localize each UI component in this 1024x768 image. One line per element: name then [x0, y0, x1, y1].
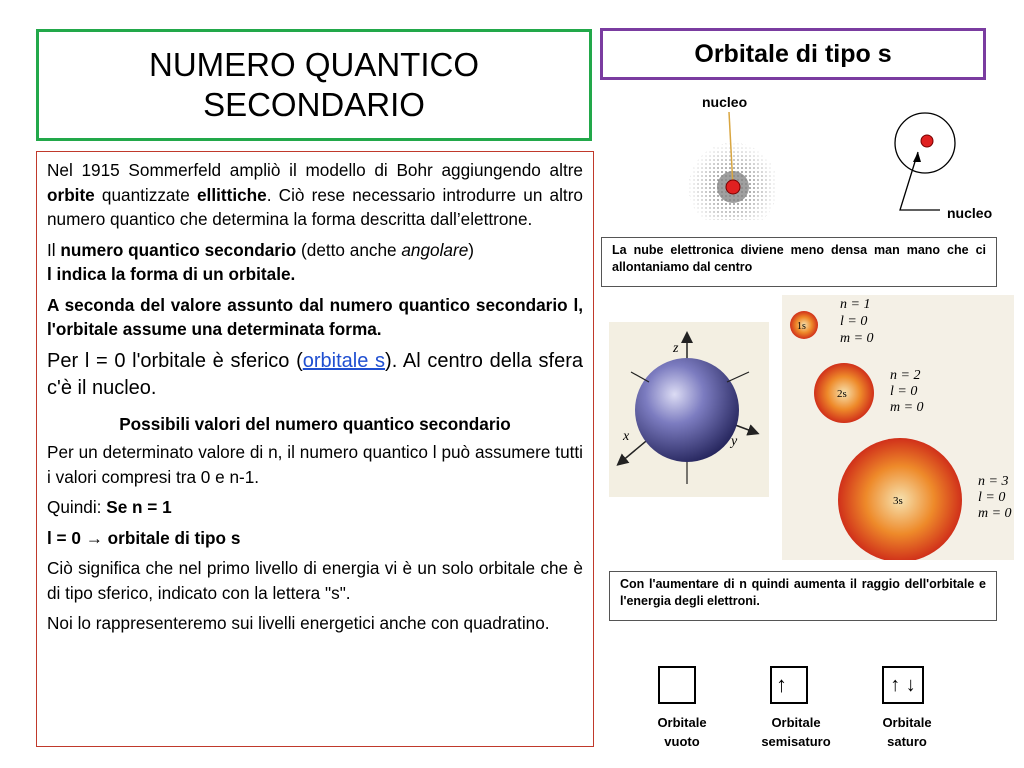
half-filled-orbital-label: Orbitale semisaturo — [761, 715, 831, 749]
nucleo-label-2: nucleo — [947, 205, 993, 221]
axis-x-label: x — [623, 429, 630, 444]
paragraph-definition: Il numero quantico secondario (detto anche angolare) l indica la forma di un orbitale. — [47, 239, 475, 284]
title-line-1: NUMERO QUANTICO — [149, 46, 479, 83]
orbital-3s-l: l = 0 — [978, 490, 1006, 505]
empty-orbital-label: Orbitale vuoto — [657, 715, 707, 749]
paragraph-intro: Nel 1915 Sommerfeld ampliò il modello di Bohr aggiungendo altre orbite quantizzate ellittiche. Ciò rese necessario introdurre un altro numero quantico che determina la forma descritta dall’elettrone. — [47, 160, 583, 229]
paragraph-values: Per un determinato valore di n, il numero quantico l può assumere tutti i valori compresi tra 0 e n-1. — [47, 442, 583, 487]
orbital-3s-n: n = 3 — [978, 474, 1009, 489]
nucleo-label-1: nucleo — [702, 94, 748, 110]
nucleus-icon — [921, 135, 933, 147]
caption-cloud: La nube elettronica diviene meno densa man mano che ci allontaniamo dal centro — [601, 237, 997, 287]
orbital-2s-n: n = 2 — [890, 368, 921, 383]
orbital-circle-figure — [880, 105, 960, 220]
orbital-3s-m: m = 0 — [978, 506, 1012, 521]
orbital-2s-label: 2s — [837, 388, 847, 400]
half-filled-orbital-box: ↑ — [770, 666, 808, 704]
orbitals-size-figure — [782, 295, 1014, 560]
orbital-3s-label: 3s — [893, 495, 903, 507]
section-heading: Possibili valori del numero quantico secondario — [119, 413, 511, 434]
orbital-2s-m: m = 0 — [890, 400, 924, 415]
orbital-1s-m: m = 0 — [840, 331, 874, 346]
caption-radius: Con l'aumentare di n quindi aumenta il raggio dell'orbitale e l'energia degli elettroni. — [609, 571, 997, 621]
main-text-box — [36, 151, 594, 747]
nucleus-icon — [726, 180, 740, 194]
paragraph-quindi: Quindi: Se n = 1 — [47, 497, 172, 517]
title-line-2: SECONDARIO — [203, 86, 425, 123]
orbital-1s-l: l = 0 — [840, 314, 868, 329]
axis-y-label: y — [731, 434, 738, 449]
orbital-1s-label: 1s — [797, 321, 806, 332]
sphere-axes-figure — [609, 322, 769, 497]
full-orbital-label: Orbitale saturo — [882, 715, 932, 749]
paragraph-l0: l = 0 → orbitale di tipo s — [47, 527, 241, 548]
paragraph-square: Noi lo rappresenteremo sui livelli energetici anche con quadratino. — [47, 613, 550, 633]
axis-z-label: z — [673, 341, 679, 356]
paragraph-shape: A seconda del valore assunto dal numero quantico secondario l, l'orbitale assume una determinata forma. — [47, 294, 583, 339]
orbital-2s-l: l = 0 — [890, 384, 918, 399]
page-title — [36, 29, 592, 141]
empty-orbital-box — [658, 666, 696, 704]
paragraph-meaning: Ciò significa che nel primo livello di energia vi è un solo orbitale che è di tipo sferico, indicato con la lettera "s". — [47, 558, 583, 603]
orbital-1s-n: n = 1 — [840, 297, 871, 312]
full-orbital-box: ↑ ↓ — [882, 666, 924, 704]
orbitale-s-link[interactable]: orbitale s — [302, 349, 386, 372]
s-orbital-title: Orbitale di tipo s — [600, 28, 986, 80]
paragraph-sphere: Per l = 0 l'orbitale è sferico (orbitale s). Al centro della sfera c'è il nucleo. — [47, 349, 584, 399]
